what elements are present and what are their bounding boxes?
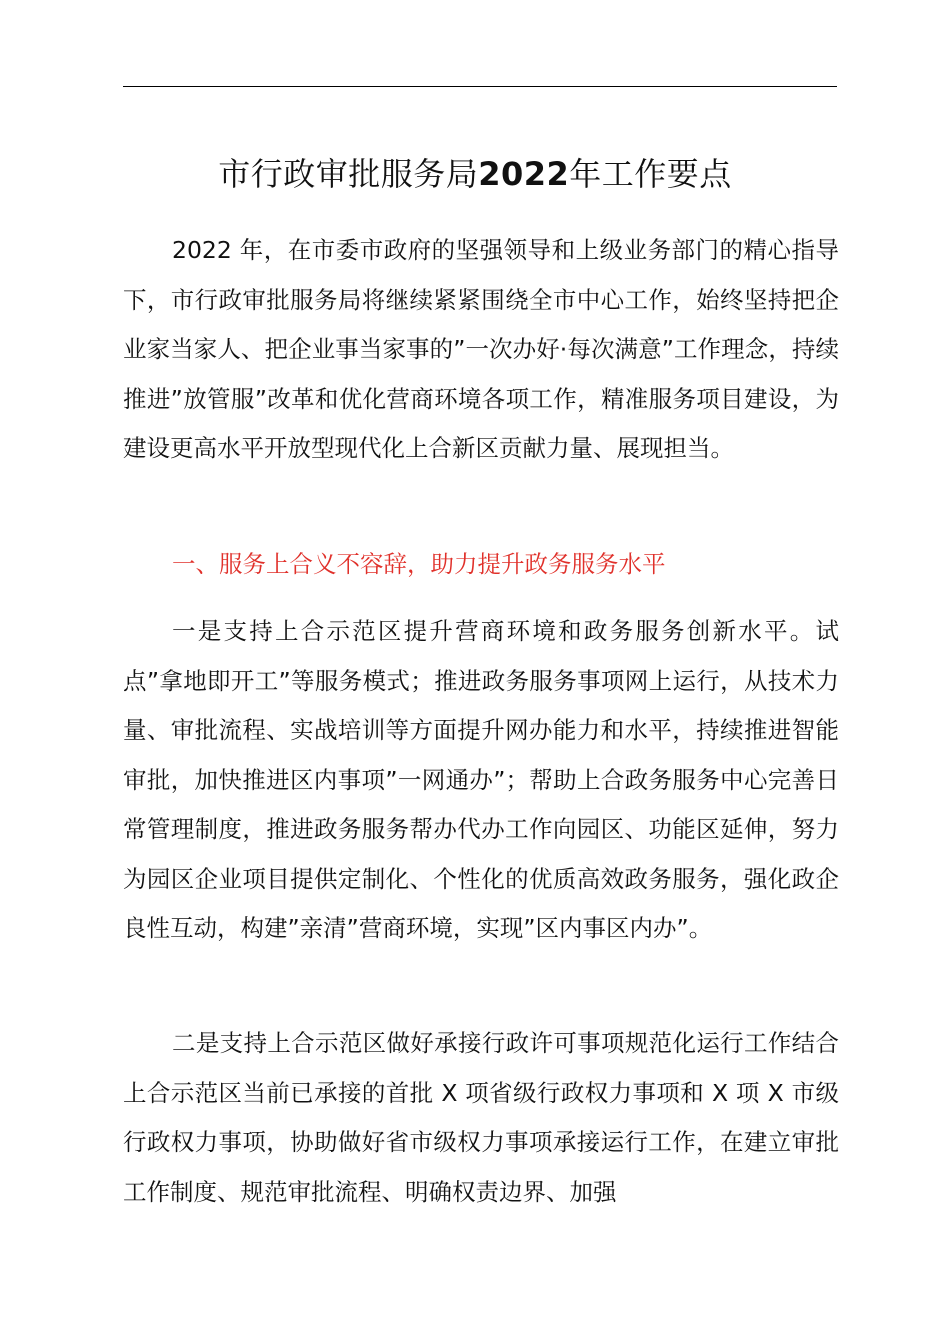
section-1-heading: 一、服务上合义不容辞，助力提升政务服务水平 bbox=[172, 550, 666, 578]
intro-paragraph: 2022 年，在市委市政府的坚强领导和上级业务部门的精心指导下，市行政审批服务局将继续紧紧围绕全市中心工作，始终坚持把企业家当家人、把企业事当家事的”一次办好·每次满意”工作理念，持续推进”放管服”改革和优化营商环境各项工作，精准服务项目建设，为建设更高水平开放型现代化上合新区贡献力量、展现担当。 bbox=[123, 236, 839, 462]
section-1-paragraph-2: 二是支持上合示范区做好承接行政许可事项规范化运行工作结合上合示范区当前已承接的首批 X 项省级行政权力事项和 X 项 X 市级行政权力事项，协助做好省市级权力事项承接运行工作，在建立审批工作制度、规范审批流程、明确权责边界、加强 bbox=[123, 1029, 839, 1206]
document-title bbox=[0, 150, 950, 198]
title-year: 2022 bbox=[478, 155, 570, 193]
section-1-paragraph-1: 一是支持上合示范区提升营商环境和政务服务创新水平。试点”拿地即开工”等服务模式；推进政务服务事项网上运行，从技术力量、审批流程、实战培训等方面提升网办能力和水平，持续推进智能审批，加快推进区内事项”一网通办”；帮助上合政务服务中心完善日常管理制度，推进政务服务帮办代办工作向园区、功能区延伸，努力为园区企业项目提供定制化、个性化的优质高效政务服务，强化政企良性互动，构建”亲清”营商环境，实现”区内事区内办”。 bbox=[123, 617, 839, 942]
title-suffix: 年工作要点 bbox=[569, 155, 732, 193]
title-prefix: 市行政审批服务局 bbox=[218, 155, 479, 193]
header-rule bbox=[123, 86, 837, 87]
